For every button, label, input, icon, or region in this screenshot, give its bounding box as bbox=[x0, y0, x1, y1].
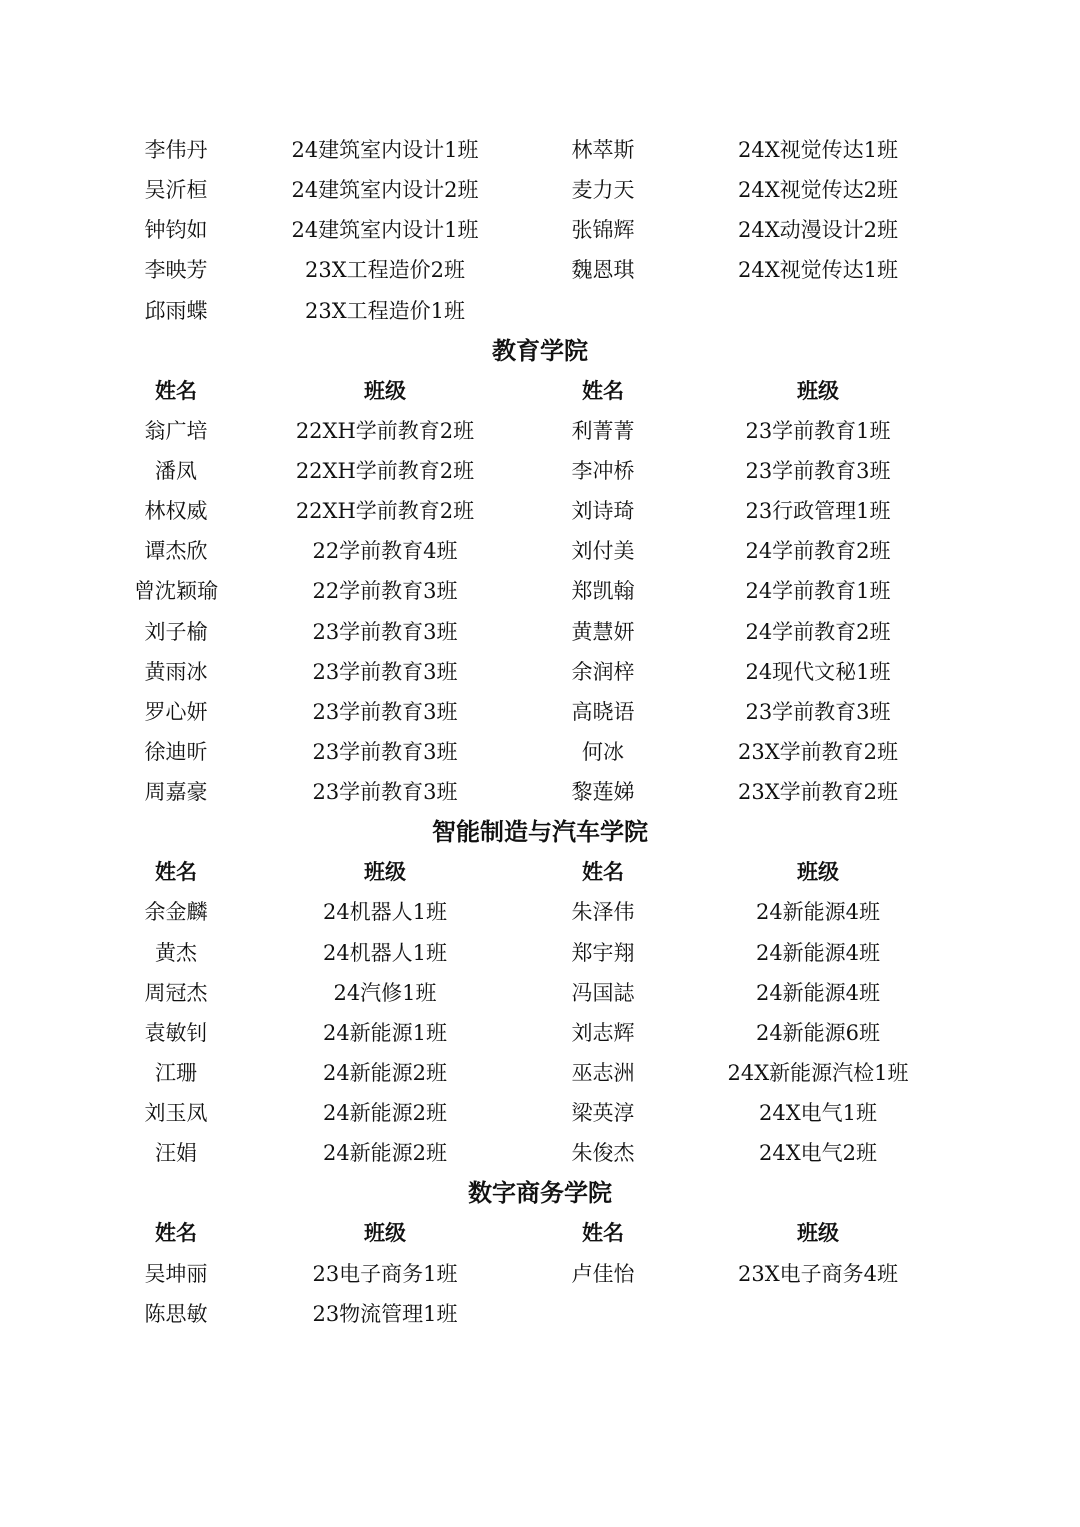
header-class: 班级 bbox=[364, 1221, 406, 1246]
class-name: 24机器人1班 bbox=[322, 940, 448, 965]
student-name: 刘子榆 bbox=[144, 619, 208, 644]
class-name: 24X视觉传达1班 bbox=[737, 138, 899, 162]
table-row bbox=[0, 1053, 1080, 1093]
class-name: 23X学前教育2班 bbox=[737, 739, 899, 764]
student-name: 吴沂桓 bbox=[144, 178, 208, 203]
class-name: 24新能源4班 bbox=[755, 980, 881, 1005]
class-name: 24新能源2班 bbox=[322, 1141, 448, 1166]
student-name: 翁广培 bbox=[144, 418, 208, 443]
table-row bbox=[0, 1133, 1080, 1173]
header-class: 班级 bbox=[797, 1221, 839, 1246]
student-name: 钟钧如 bbox=[144, 218, 208, 243]
student-name: 余润梓 bbox=[571, 659, 635, 684]
student-name: 李伟丹 bbox=[144, 138, 208, 162]
student-name: 江珊 bbox=[155, 1060, 197, 1085]
header-class: 班级 bbox=[797, 378, 839, 403]
class-name: 24新能源2班 bbox=[322, 1060, 448, 1085]
student-name: 冯国誌 bbox=[571, 980, 635, 1005]
student-name: 郑凯翰 bbox=[571, 579, 635, 604]
class-name: 24学前教育1班 bbox=[745, 579, 891, 604]
class-name: 23学前教育3班 bbox=[745, 458, 891, 483]
header-name: 姓名 bbox=[582, 860, 624, 885]
table-row bbox=[0, 210, 1080, 250]
class-name: 23学前教育3班 bbox=[312, 699, 458, 724]
table-row bbox=[0, 1093, 1080, 1133]
table-header-row bbox=[0, 1213, 1080, 1253]
student-name: 林权威 bbox=[144, 499, 208, 524]
student-name: 麦力天 bbox=[571, 178, 635, 203]
class-name: 23X工程造价1班 bbox=[304, 298, 466, 323]
student-name: 林萃斯 bbox=[571, 138, 635, 162]
header-name: 姓名 bbox=[155, 378, 197, 403]
student-name: 刘玉凤 bbox=[144, 1101, 208, 1126]
header-class: 班级 bbox=[364, 860, 406, 885]
student-name: 魏恩琪 bbox=[571, 258, 635, 283]
student-name: 周冠杰 bbox=[144, 980, 208, 1005]
table-row bbox=[0, 451, 1080, 491]
class-name: 24X电气2班 bbox=[758, 1141, 878, 1166]
student-name: 刘志辉 bbox=[571, 1020, 635, 1045]
table-row bbox=[0, 250, 1080, 290]
class-name: 22学前教育4班 bbox=[312, 539, 458, 564]
student-name: 黄慧妍 bbox=[571, 619, 635, 644]
student-name: 朱俊杰 bbox=[571, 1141, 635, 1166]
table-row bbox=[0, 1294, 1080, 1334]
student-name: 陈思敏 bbox=[144, 1301, 208, 1326]
class-name: 24新能源4班 bbox=[755, 940, 881, 965]
class-name: 24新能源6班 bbox=[755, 1020, 881, 1045]
class-name: 23学前教育3班 bbox=[745, 699, 891, 724]
student-name: 徐迪昕 bbox=[144, 739, 208, 764]
class-name: 24现代文秘1班 bbox=[745, 659, 891, 684]
class-name: 24建筑室内设计1班 bbox=[291, 138, 479, 162]
student-name: 卢佳怡 bbox=[571, 1261, 635, 1286]
section-title: 教育学院 bbox=[492, 336, 588, 365]
class-name: 24汽修1班 bbox=[333, 980, 437, 1005]
header-name: 姓名 bbox=[155, 1221, 197, 1246]
class-name: 22XH学前教育2班 bbox=[295, 418, 475, 443]
student-name: 余金麟 bbox=[144, 900, 208, 925]
student-name: 张锦辉 bbox=[571, 218, 635, 243]
student-name: 高晓语 bbox=[571, 699, 635, 724]
class-name: 23学前教育3班 bbox=[312, 619, 458, 644]
student-name: 黄杰 bbox=[155, 940, 197, 965]
student-name: 梁英淳 bbox=[571, 1101, 635, 1126]
class-name: 23学前教育3班 bbox=[312, 659, 458, 684]
student-name: 潘凤 bbox=[155, 458, 197, 483]
class-name: 23学前教育3班 bbox=[312, 739, 458, 764]
student-name: 刘诗琦 bbox=[571, 499, 635, 524]
class-name: 23学前教育1班 bbox=[745, 418, 891, 443]
class-name: 23X工程造价2班 bbox=[304, 258, 466, 283]
table-row bbox=[0, 933, 1080, 973]
table-row bbox=[0, 772, 1080, 812]
class-name: 24新能源1班 bbox=[322, 1020, 448, 1045]
class-name: 23电子商务1班 bbox=[312, 1261, 458, 1286]
student-name: 利菁菁 bbox=[571, 418, 635, 443]
table-row bbox=[0, 531, 1080, 571]
class-name: 23学前教育3班 bbox=[312, 780, 458, 805]
student-name: 吴坤丽 bbox=[144, 1261, 208, 1286]
student-name: 刘付美 bbox=[571, 539, 635, 564]
student-name: 黎莲娣 bbox=[571, 780, 635, 805]
student-name: 何冰 bbox=[582, 739, 624, 764]
class-name: 24X电气1班 bbox=[758, 1101, 878, 1126]
student-name: 李冲桥 bbox=[571, 458, 635, 483]
student-name: 汪娟 bbox=[155, 1141, 197, 1166]
class-name: 23行政管理1班 bbox=[745, 499, 891, 524]
student-name: 袁敏钊 bbox=[144, 1020, 208, 1045]
table-header-row bbox=[0, 852, 1080, 892]
student-name: 巫志洲 bbox=[571, 1060, 635, 1085]
table-row bbox=[0, 170, 1080, 210]
student-name: 罗心妍 bbox=[144, 699, 208, 724]
class-name: 22学前教育3班 bbox=[312, 579, 458, 604]
table-row bbox=[0, 1013, 1080, 1053]
class-name: 24新能源4班 bbox=[755, 900, 881, 925]
class-name: 24建筑室内设计1班 bbox=[291, 218, 479, 243]
table-row bbox=[0, 491, 1080, 531]
class-name: 22XH学前教育2班 bbox=[295, 499, 475, 524]
section-title: 智能制造与汽车学院 bbox=[432, 818, 648, 847]
header-class: 班级 bbox=[364, 378, 406, 403]
class-name: 24机器人1班 bbox=[322, 900, 448, 925]
table-row bbox=[0, 612, 1080, 652]
student-name: 黄雨冰 bbox=[144, 659, 208, 684]
student-name: 李映芳 bbox=[144, 258, 208, 283]
section-title: 数字商务学院 bbox=[468, 1179, 612, 1208]
table-row bbox=[0, 291, 1080, 331]
class-name: 23物流管理1班 bbox=[312, 1301, 458, 1326]
header-name: 姓名 bbox=[155, 860, 197, 885]
student-name: 邱雨蝶 bbox=[144, 298, 208, 323]
table-row bbox=[0, 652, 1080, 692]
class-name: 24X视觉传达2班 bbox=[737, 178, 899, 203]
table-header-row bbox=[0, 371, 1080, 411]
class-name: 23X电子商务4班 bbox=[737, 1261, 899, 1286]
table-row bbox=[0, 732, 1080, 772]
header-name: 姓名 bbox=[582, 1221, 624, 1246]
table-row bbox=[0, 692, 1080, 732]
class-name: 24学前教育2班 bbox=[745, 619, 891, 644]
student-name: 谭杰欣 bbox=[144, 539, 208, 564]
class-name: 24新能源2班 bbox=[322, 1101, 448, 1126]
class-name: 24X新能源汽检1班 bbox=[727, 1060, 909, 1085]
table-row bbox=[0, 571, 1080, 611]
student-name: 朱泽伟 bbox=[571, 900, 635, 925]
class-name: 24X动漫设计2班 bbox=[737, 218, 899, 243]
class-name: 23X学前教育2班 bbox=[737, 780, 899, 805]
header-name: 姓名 bbox=[582, 378, 624, 403]
document-page bbox=[0, 130, 1080, 1334]
class-name: 22XH学前教育2班 bbox=[295, 458, 475, 483]
class-name: 24学前教育2班 bbox=[745, 539, 891, 564]
class-name: 24建筑室内设计2班 bbox=[291, 178, 479, 203]
table-row bbox=[0, 1254, 1080, 1294]
table-row bbox=[0, 130, 1080, 170]
table-row bbox=[0, 973, 1080, 1013]
table-row bbox=[0, 411, 1080, 451]
class-name: 24X视觉传达1班 bbox=[737, 258, 899, 283]
student-name: 周嘉豪 bbox=[144, 780, 208, 805]
table-row bbox=[0, 892, 1080, 932]
student-name: 曾沈颖瑜 bbox=[134, 579, 218, 604]
header-class: 班级 bbox=[797, 860, 839, 885]
student-name: 郑宇翔 bbox=[571, 940, 635, 965]
